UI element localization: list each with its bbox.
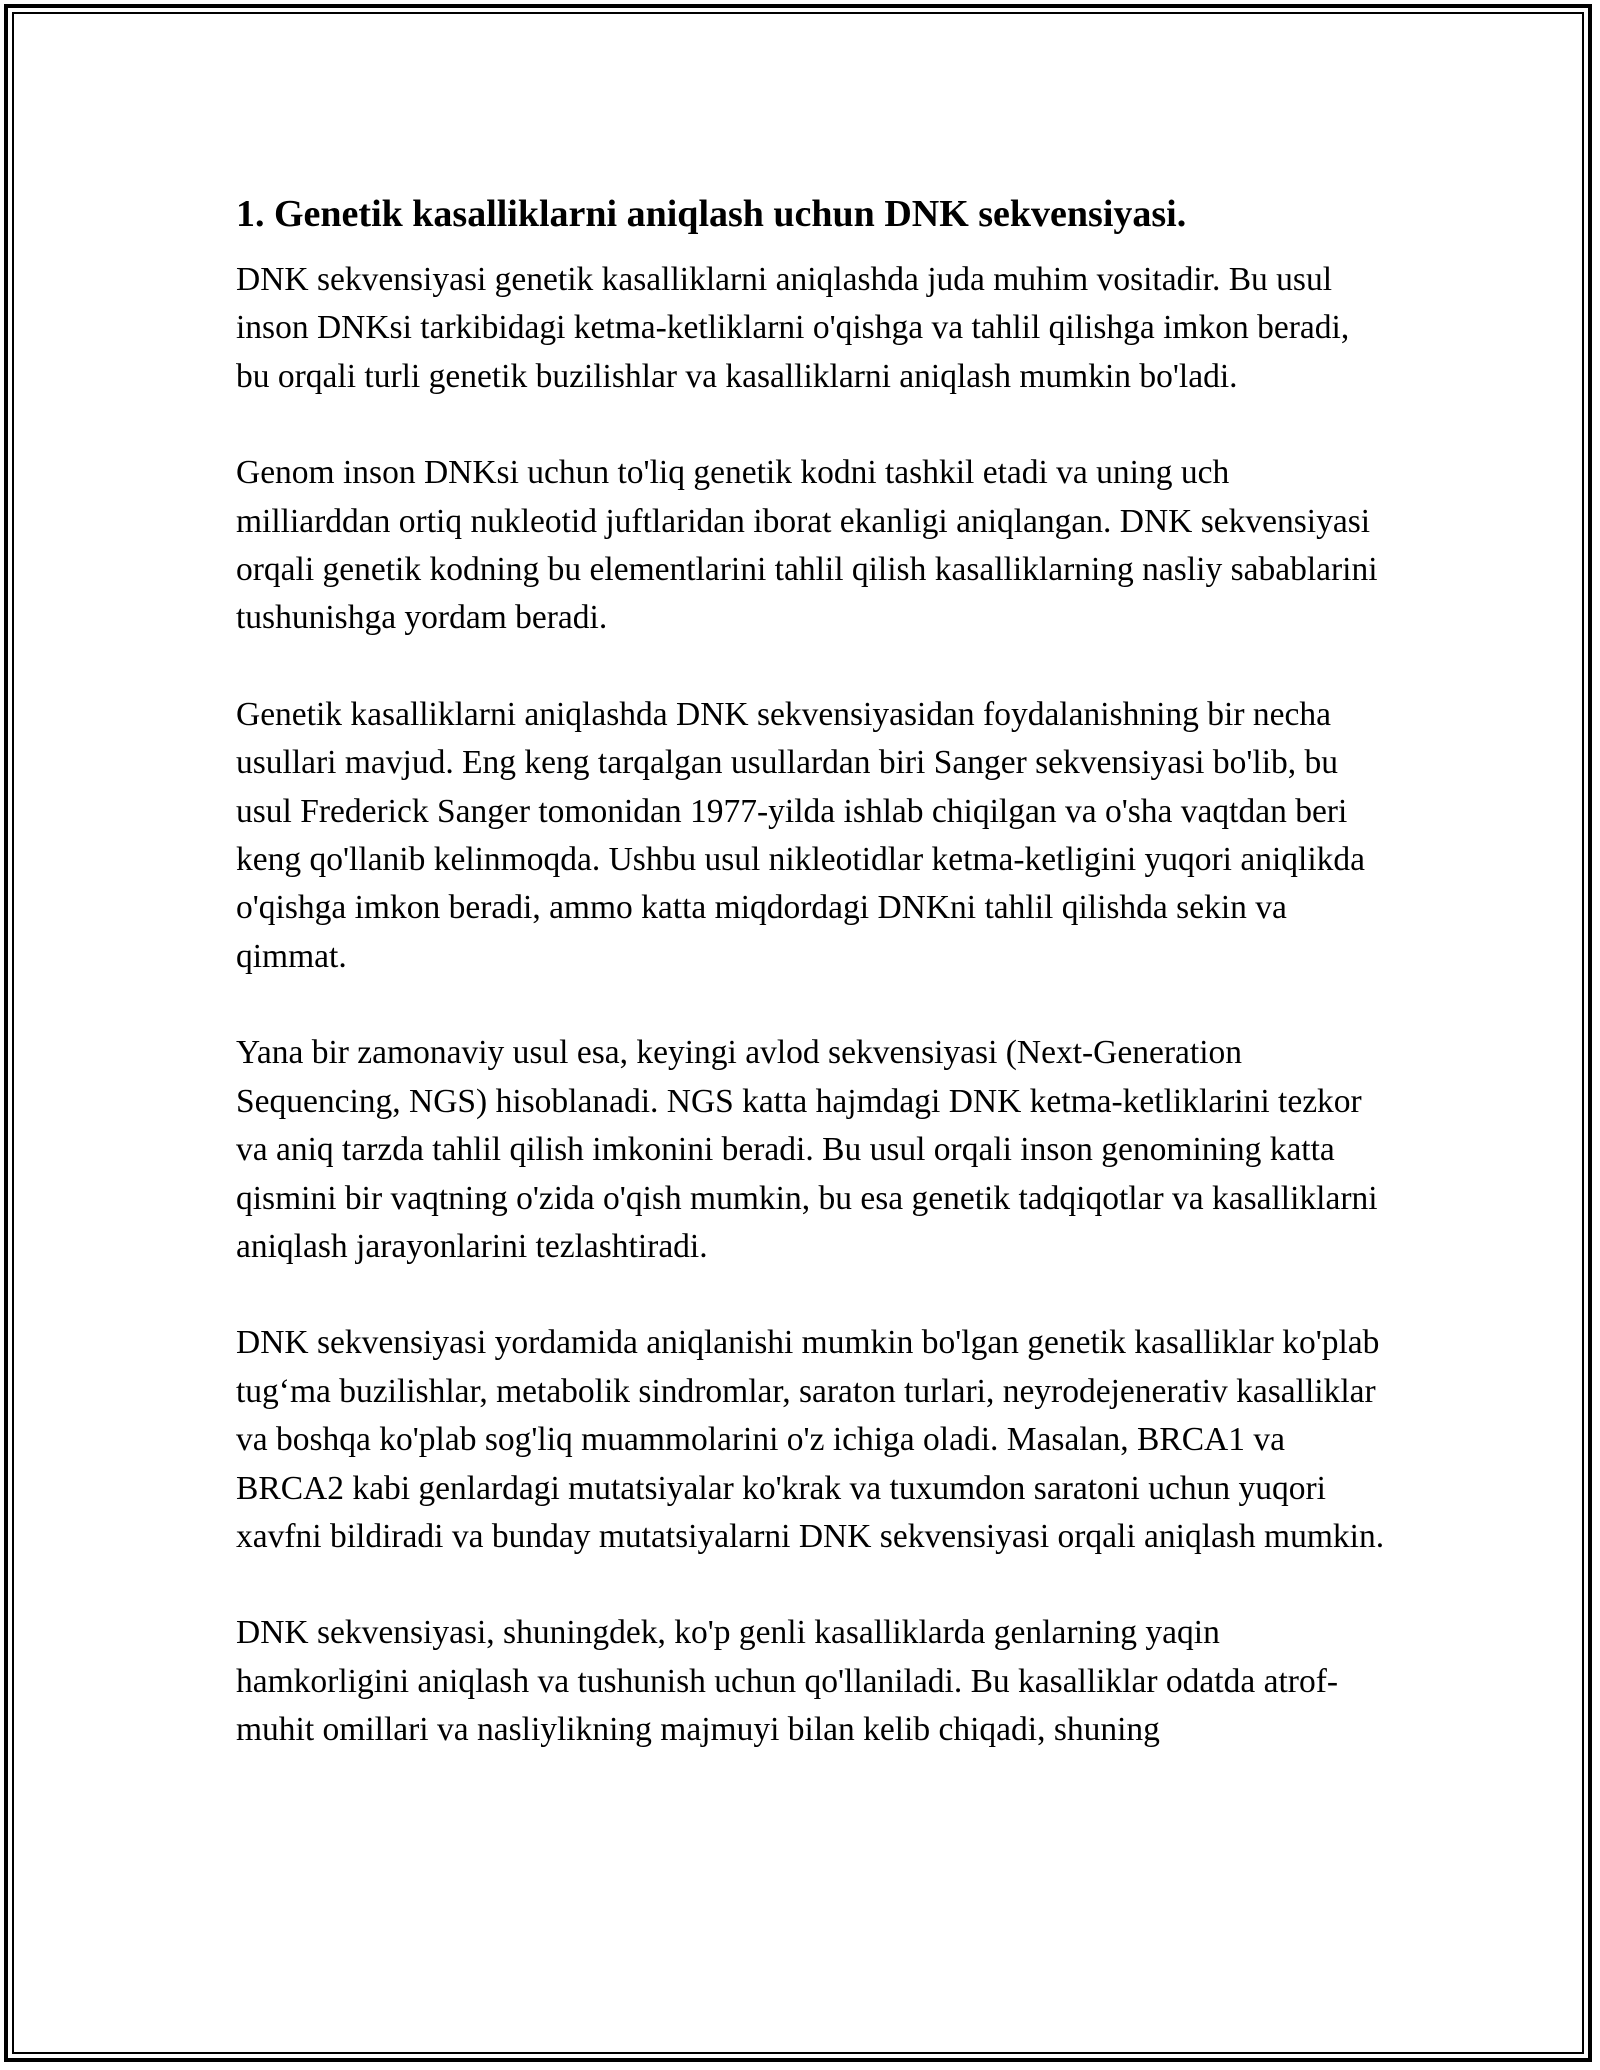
paragraph-intro: DNK sekvensiyasi genetik kasalliklarni aniqlashda juda muhim vositadir. Bu usul inson DNKsi tarkibidagi ketma-ketliklarni o'qishga va tahlil qilishga imkon beradi, bu orqali turli genetik buzilishlar va kasalliklarni aniqlash mumkin bo'ladi. (236, 261, 1350, 395)
document-body (236, 186, 1386, 1803)
paragraph-sanger: Genetik kasalliklarni aniqlashda DNK sekvensiyasidan foydalanishning bir necha usullari mavjud. Eng keng tarqalgan usullardan biri Sanger sekvensiyasi bo'lib, bu usul Frederick Sanger tomonidan 1977-yilda ishlab chiqilgan va o'sha vaqtdan beri keng qo'llanib kelinmoqda. Ushbu usul nikleotidlar ketma-ketligini yuqori aniqlikda o'qishga imkon beradi, ammo katta miqdordagi DNKni tahlil qilishda sekin va qimmat. (236, 695, 1366, 975)
section-heading: 1. Genetik kasalliklarni aniqlash uchun DNK sekvensiyasi. (236, 193, 1187, 235)
paragraph-diseases: DNK sekvensiyasi yordamida aniqlanishi mumkin bo'lgan genetik kasalliklar ko'plab tug‘ma buzilishlar, metabolik sindromlar, saraton turlari, neyrodejenerativ kasalliklar va boshqa ko'plab sog'liq muammolarini o'z ichiga oladi. Masalan, BRCA1 va BRCA2 kabi genlardagi mutatsiyalar ko'krak va tuxumdon saratoni uchun yuqori xavfni bildiradi va bunday mutatsiyalarni DNK sekvensiyasi orqali aniqlash mumkin. (236, 1324, 1385, 1555)
paragraph-polygenic: DNK sekvensiyasi, shuningdek, ko'p genli kasalliklarda genlarning yaqin hamkorligini aniqlash va tushunish uchun qo'llaniladi. Bu kasalliklar odatda atrof-muhit omillari va nasliylikning majmuyi bilan kelib chiqadi, shuning (236, 1614, 1338, 1749)
paragraph-genome: Genom inson DNKsi uchun to'liq genetik kodni tashkil etadi va uning uch milliarddan ortiq nukleotid juftlaridan iborat ekanligi aniqlangan. DNK sekvensiyasi orqali genetik kodning bu elementlarini tahlil qilish kasalliklarning nasliy sabablarini tushunishga yordam beradi. (236, 454, 1378, 637)
paragraph-ngs: Yana bir zamonaviy usul esa, keyingi avlod sekvensiyasi (Next-Generation Sequencing, NGS) hisoblanadi. NGS katta hajmdagi DNK ketma-ketliklarini tezkor va aniq tarzda tahlil qilish imkonini beradi. Bu usul orqali inson genomining katta qismini bir vaqtning o'zida o'qish mumkin, bu esa genetik tadqiqotlar va kasalliklarni aniqlash jarayonlarini tezlashtiradi. (236, 1034, 1378, 1265)
